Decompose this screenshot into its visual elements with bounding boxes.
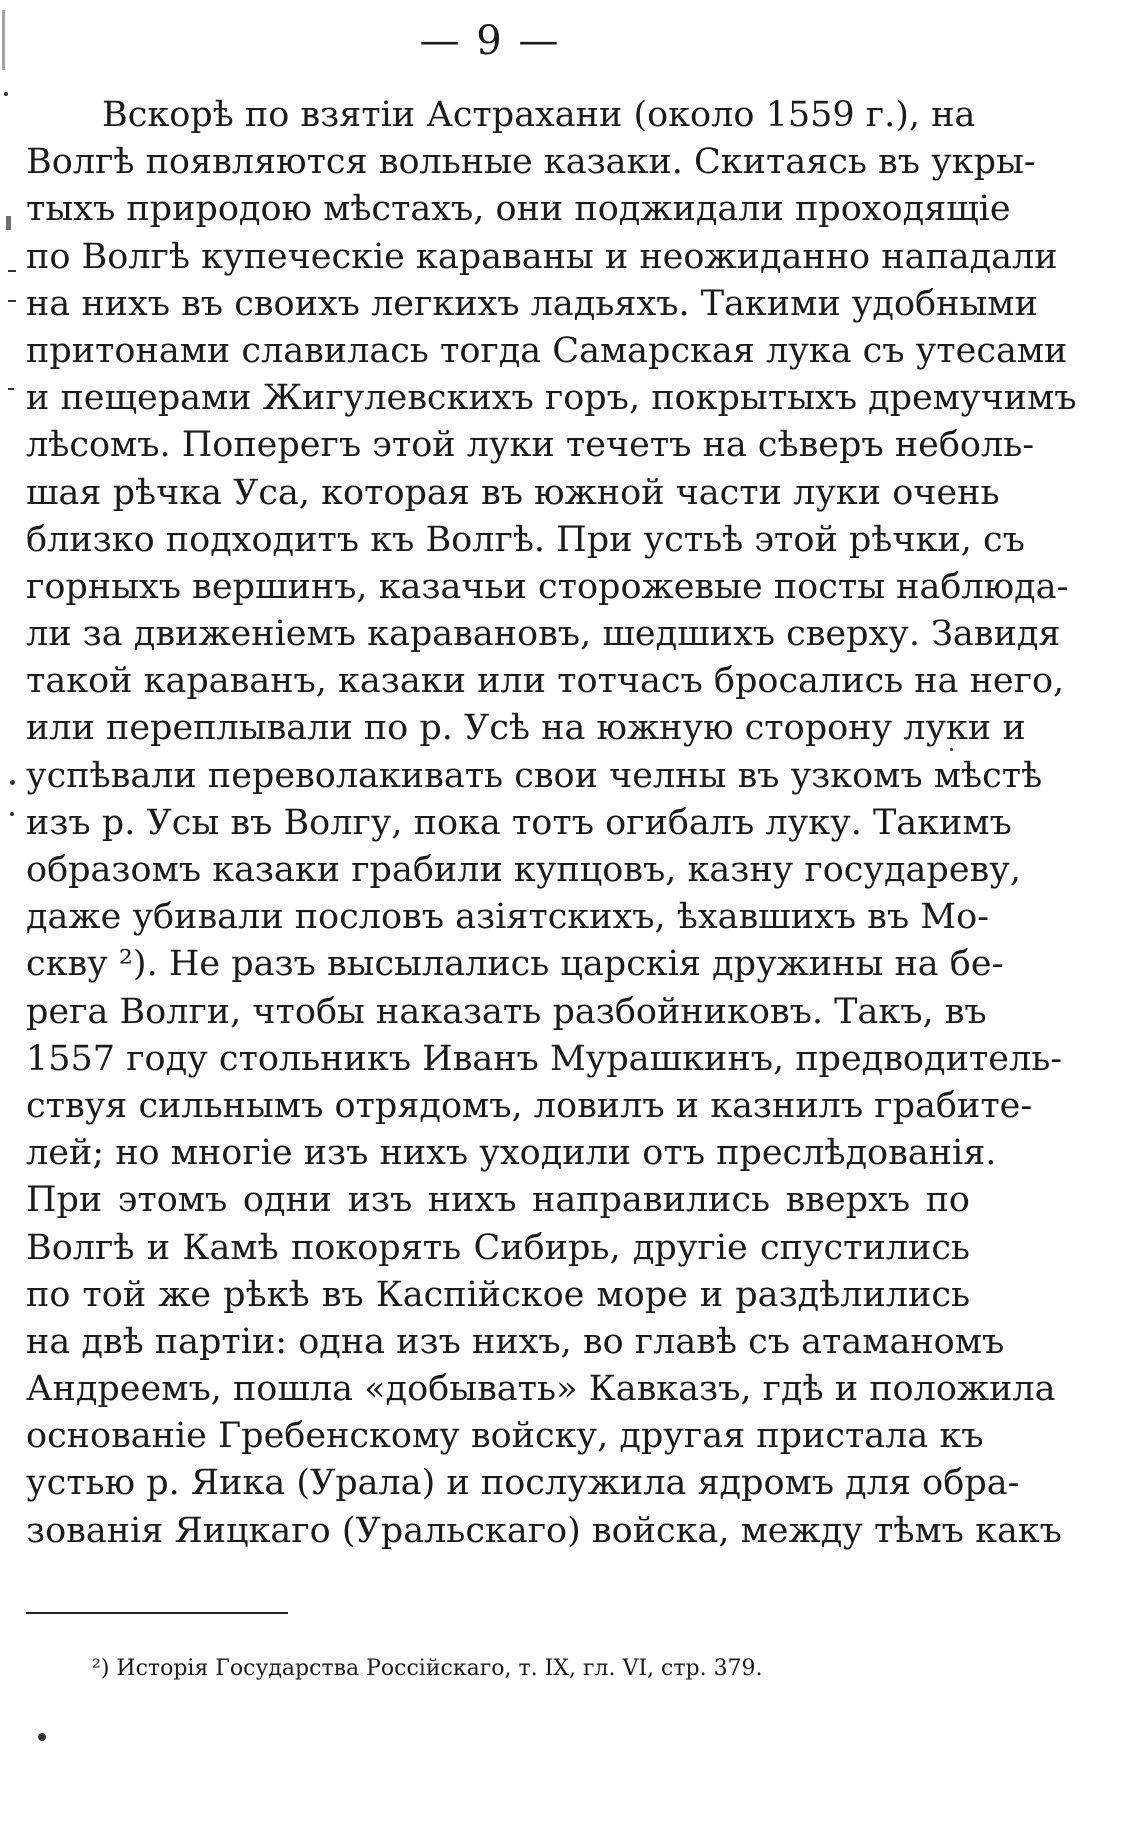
- text-line: зованія Яицкаго (Уральскаго) войска, между тѣмъ какъ: [26, 1510, 1062, 1551]
- text-line: такой караванъ, казаки или тотчасъ бросались на него,: [26, 661, 1065, 702]
- text-line: устью р. Яика (Урала) и послужила ядромъ для обра-: [26, 1463, 1020, 1504]
- text-line: ствуя сильнымъ отрядомъ, ловилъ и казнилъ грабите-: [26, 1085, 1033, 1126]
- text-line: лѣсомъ. Поперегъ этой луки течетъ на сѣверъ неболь-: [26, 425, 1035, 466]
- text-line: 1557 году стольникъ Иванъ Мурашкинъ, предводитель-: [26, 1038, 1063, 1079]
- text-line: притонами славилась тогда Самарская лука съ утесами: [26, 330, 1068, 371]
- footnote: ²) Исторія Государства Россійскаго, т. IX, гл. VI, стр. 379.: [92, 1656, 763, 1681]
- text-line: основаніе Гребенскому войску, другая пристала къ: [26, 1416, 984, 1457]
- ink-speck: [38, 1733, 46, 1741]
- text-line: образомъ казаки грабили купцовъ, казну государеву,: [26, 850, 1021, 890]
- text-line: или переплывали по р. Усѣ на южную сторону луки и: [26, 708, 1026, 749]
- text-line: Андреемъ, пошла «добывать» Кавказъ, гдѣ и положила: [26, 1369, 1056, 1410]
- text-line: лей; но многіе изъ нихъ уходили отъ преслѣдованія.: [26, 1133, 997, 1174]
- page-number: — 9 —: [419, 18, 561, 64]
- ink-speck: [950, 748, 953, 751]
- text-line: на двѣ партіи: одна изъ нихъ, во главѣ съ атаманомъ: [26, 1321, 1005, 1362]
- text-line: даже убивали пословъ азіятскихъ, ѣхавшихъ въ Мо-: [26, 897, 990, 938]
- text-line: Волгѣ появляются вольные казаки. Скитаясь въ укры-: [26, 142, 1036, 183]
- text-line: и пещерами Жигулевскихъ горъ, покрытыхъ дремучимъ: [26, 378, 1077, 419]
- text-line: скву ²). Не разъ высылались царскія дружины на бе-: [26, 944, 1004, 985]
- text-line: на нихъ въ своихъ легкихъ ладьяхъ. Такими удобными: [26, 283, 1038, 324]
- text-line: рега Волги, чтобы наказать разбойниковъ. Такъ, въ: [26, 991, 987, 1032]
- text-line: При этомъ одни изъ нихъ направились вверхъ по: [26, 1180, 970, 1221]
- footnote-divider: [26, 1612, 288, 1614]
- text-line: ли за движеніемъ каравановъ, шедшихъ сверху. Завидя: [26, 614, 1061, 655]
- text-line: горныхъ вершинъ, казачьи сторожевые посты наблюда-: [26, 566, 1069, 607]
- text-line: тыхъ природою мѣстахъ, они поджидали проходящіе: [26, 189, 1011, 230]
- margin-specks: [0, 0, 20, 1834]
- body-text: [26, 92, 1077, 1555]
- text-line: Вскорѣ по взятіи Астрахани (около 1559 г.), на: [102, 95, 976, 135]
- text-line: успѣвали переволакивать свои челны въ узкомъ мѣстѣ: [26, 755, 1043, 796]
- text-line: изъ р. Усы въ Волгу, пока тотъ огибалъ луку. Такимъ: [26, 802, 1012, 843]
- text-line: Волгѣ и Камѣ покорять Сибирь, другіе спустились: [26, 1227, 970, 1268]
- text-line: шая рѣчка Уса, которая въ южной части луки очень: [26, 472, 1000, 513]
- text-line: по Волгѣ купеческіе караваны и неожиданно нападали: [26, 236, 1058, 277]
- text-line: близко подходитъ къ Волгѣ. При устьѣ этой рѣчки, съ: [26, 519, 1025, 560]
- text-line: по той же рѣкѣ въ Каспійское море и раздѣлились: [26, 1274, 970, 1315]
